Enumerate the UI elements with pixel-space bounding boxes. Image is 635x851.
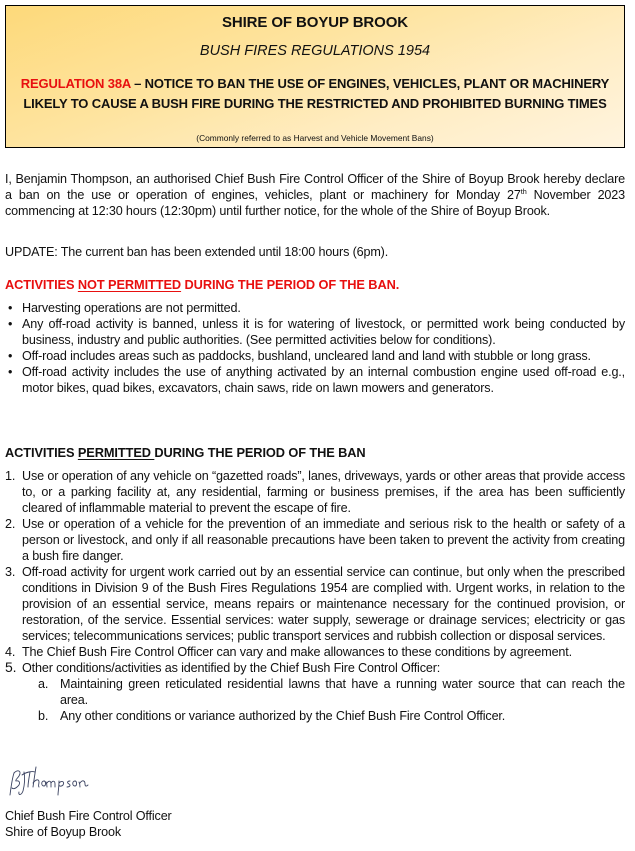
list-item [5, 516, 625, 564]
not-permitted-list [5, 300, 625, 396]
item-number: 4. [5, 645, 16, 659]
update-line: UPDATE: The current ban has been extended until 18:00 hours (6pm). [5, 245, 389, 259]
list-item [5, 364, 625, 396]
signature-image [8, 763, 118, 797]
list-item [5, 300, 625, 316]
heading-underlined: NOT PERMITTED [77, 277, 182, 292]
list-item-text: Other conditions/activities as identified by the Chief Bush Fire Control Officer: [22, 661, 441, 675]
list-item-text: Off-road includes areas such as paddocks, bushland, uncleared land and land with stubble or long grass. [22, 349, 591, 363]
bullet-icon: • [8, 365, 13, 379]
permitted-list [5, 468, 625, 724]
header-note: (Commonly referred to as Harvest and Vehicle Movement Bans) [196, 133, 434, 143]
bullet-icon: • [8, 317, 13, 331]
sub-item-text: Maintaining green reticulated residential lawns that have a running water source that can reach the area. [60, 677, 625, 707]
list-item [5, 660, 625, 724]
heading-prefix: ACTIVITIES [5, 277, 78, 292]
sub-list [38, 676, 625, 724]
regulation-label: REGULATION 38A [20, 76, 131, 91]
declaration-part1: I, Benjamin Thompson, an authorised Chief Bush Fire Control Officer of the Shire of Boyup Brook hereby declare a ban on the use or operation of engines, vehicles, plant or machinery for Monday 27 [5, 172, 625, 202]
list-item [5, 468, 625, 516]
list-item [5, 644, 625, 660]
list-item [5, 564, 625, 644]
list-item-text: Any off-road activity is banned, unless it is for watering of livestock, or permitted work being conducted by business, industry and public authorities. (See permitted activities below for conditions). [22, 317, 625, 347]
ordinal-suffix: th [520, 186, 527, 196]
permitted-heading [5, 445, 366, 460]
sub-list-item [38, 676, 625, 708]
list-item-text: Use or operation of a vehicle for the prevention of an immediate and serious risk to the health or safety of a person or livestock, and only if all reasonable precautions have been taken to prevent the activity from creating a bush fire danger. [22, 517, 625, 563]
regulations-subtitle: BUSH FIRES REGULATIONS 1954 [199, 43, 431, 59]
item-number: 5. [5, 659, 17, 675]
sub-item-text: Any other conditions or variance authorized by the Chief Bush Fire Control Officer. [60, 709, 506, 723]
list-item [5, 348, 625, 364]
bullet-icon: • [8, 301, 13, 315]
regulation-heading [16, 74, 614, 113]
item-number: 1. [5, 469, 16, 483]
item-number: 3. [5, 565, 16, 579]
heading-prefix: ACTIVITIES [5, 445, 78, 460]
signoff-title: Chief Bush Fire Control Officer [5, 809, 172, 823]
regulation-text: – NOTICE TO BAN THE USE OF ENGINES, VEHICLES, PLANT OR MACHINERY LIKELY TO CAUSE A BUSH FIRE DURING THE RESTRICTED AND PROHIBITED BURNING TIMES [23, 76, 610, 111]
shire-title: SHIRE OF BOYUP BROOK [221, 14, 409, 31]
list-item-text: The Chief Bush Fire Control Officer can vary and make allowances to these conditions by agreement. [22, 645, 572, 659]
sub-list-item [38, 708, 625, 724]
notice-header-box [5, 5, 625, 148]
bullet-icon: • [8, 349, 13, 363]
item-number: 2. [5, 517, 16, 531]
heading-suffix: DURING THE PERIOD OF THE BAN [154, 445, 366, 460]
list-item-text: Off-road activity for urgent work carried out by an essential service can continue, but only when the prescribed conditions in Division 9 of the Bush Fires Regulations 1954 are complied with. Urgent works, in relation to the provision of an essential service, means repairs or maintenance necessary for the continued provision, or restoration, of the service. Essential services: water supply, sewerage or drainage services; electricity or gas services; telecommunications services; public transport services and rubbish collection or disposal services. [22, 565, 625, 643]
list-item-text: Harvesting operations are not permitted. [22, 301, 241, 315]
declaration-part2: November 2023 commencing at 12:30 hours (12:30pm) until further notice, for the whole of the Shire of Boyup Brook. [5, 188, 625, 218]
item-letter: a. [38, 677, 49, 691]
heading-suffix: DURING THE PERIOD OF THE BAN. [181, 277, 400, 292]
item-letter: b. [38, 709, 49, 723]
not-permitted-heading [5, 277, 399, 292]
list-item-text: Off-road activity includes the use of anything activated by an internal combustion engine used off-road e.g., motor bikes, quad bikes, excavators, chain saws, ride on lawn mowers and generators. [22, 365, 625, 395]
list-item-text: Use or operation of any vehicle on “gazetted roads”, lanes, driveways, yards or other areas that provide access to, or a parking facility at, any residential, farming or business premises, if the area has been sufficiently cleared of inflammable material to prevent the escape of fire. [22, 469, 625, 515]
list-item [5, 316, 625, 348]
signoff-organisation: Shire of Boyup Brook [5, 825, 122, 839]
declaration-paragraph [5, 171, 625, 219]
heading-underlined: PERMITTED [77, 445, 155, 460]
